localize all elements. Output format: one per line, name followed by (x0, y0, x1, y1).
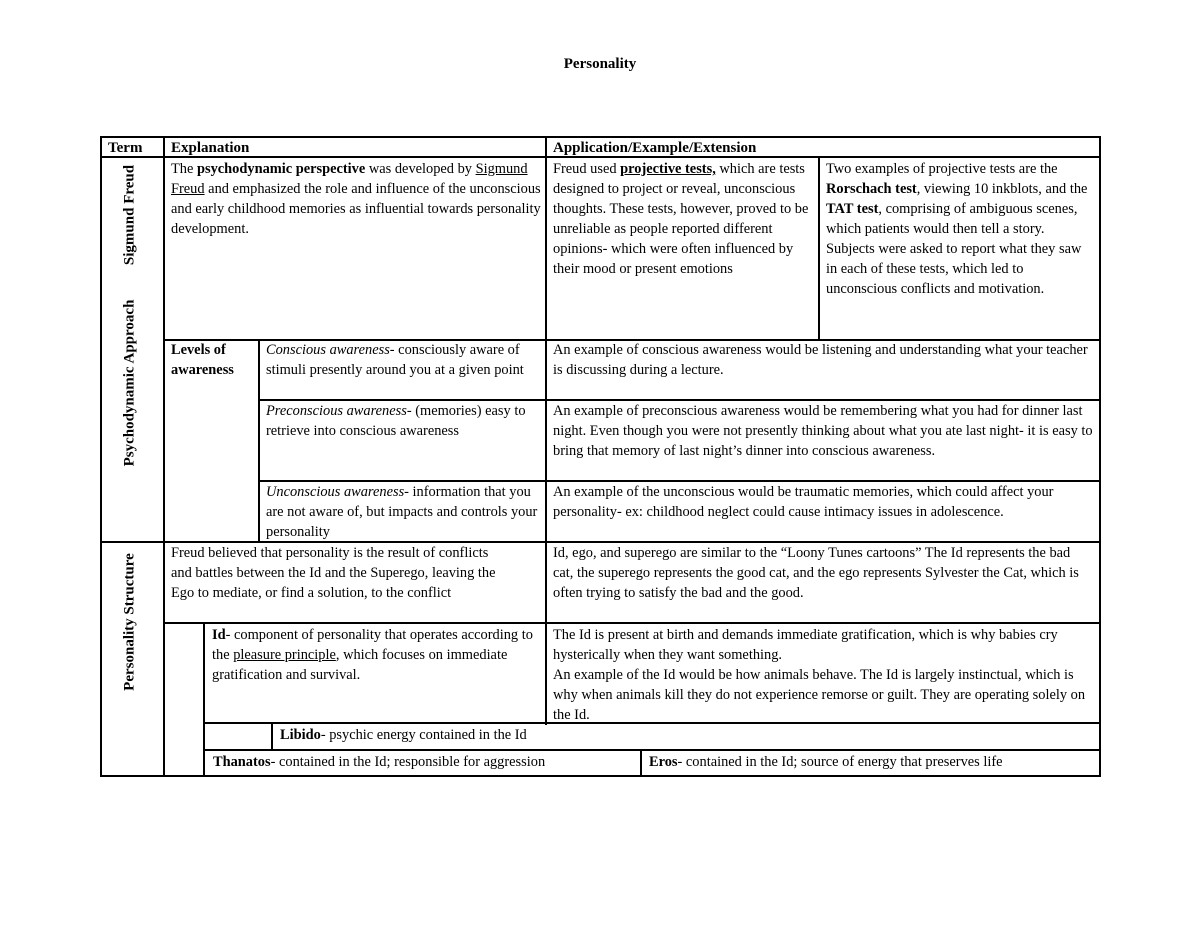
unconscious-example: An example of the unconscious would be traumatic memories, which could affect your personality- ex: childhood neglect could cause intimacy issues in adolescence. (553, 484, 1054, 520)
header-explanation: Explanation (171, 140, 250, 156)
conscious-definition: Conscious awareness- consciously aware of stimuli presently around you at a given point (266, 342, 524, 378)
thanatos-definition: Thanatos- contained in the Id; responsible for aggression (213, 754, 546, 770)
column-divider (545, 136, 547, 725)
id-example (553, 625, 1093, 725)
psychodynamic-explanation: The psychodynamic perspective was developed by Sigmund Freud and emphasized the role and influence of the unconscious and early childhood memories as influential towards personality development. (171, 161, 541, 237)
row-divider (163, 622, 1101, 624)
section-label-psychodynamic: Psychodynamic Approach (121, 299, 138, 467)
header-term: Term (108, 140, 143, 156)
eros-definition: Eros- contained in the Id; source of energy that preserves life (649, 754, 1003, 770)
id-example-1: The Id is present at birth and demands immediate gratification, which is why babies cry hysterically when they want something. (553, 627, 1058, 663)
column-divider (271, 722, 273, 751)
column-divider (258, 339, 260, 543)
row-divider (203, 749, 1101, 751)
levels-label: Levels of awareness (171, 342, 234, 378)
id-example-2: An example of the Id would be how animals behave. The Id is largely instinctual, which is why when animals kill they do not experience remorse or guilt. They are operating solely on the Id. (553, 667, 1086, 723)
column-divider (818, 156, 820, 341)
psychodynamic-application: Freud used projective tests, which are tests designed to project or reveal, unconscious thoughts. These tests, however, proved to be unreliable as people reported different opinions- which were often influenced by their mood or present emotions (553, 161, 809, 277)
term-column-divider (163, 136, 165, 777)
header-application: Application/Example/Extension (553, 140, 757, 156)
conscious-example: An example of conscious awareness would be listening and understanding what your teacher is discussing during a lecture. (553, 342, 1088, 378)
unconscious-definition: Unconscious awareness- information that you are not aware of, but impacts and controls your personality (266, 484, 538, 540)
structure-explanation: Freud believed that personality is the result of conflicts and battles between the Id and the Superego, leaving the Ego to mediate, or find a solution, to the conflict (171, 545, 496, 601)
psychodynamic-extension: Two examples of projective tests are the Rorschach test, viewing 10 inkblots, and the TAT test, comprising of ambiguous scenes, which patients would then tell a story. Subjects were asked to report what they saw in each of these tests, which led to unconscious conflicts and motivation. (826, 161, 1088, 297)
column-divider (203, 622, 205, 777)
table-border-bottom (100, 775, 1101, 777)
table-border-left (100, 136, 102, 777)
column-divider (640, 749, 642, 777)
page-title: Personality (563, 56, 637, 72)
id-definition: Id- component of personality that operates according to the pleasure principle, which focuses on immediate gratification and survival. (212, 627, 533, 683)
structure-application: Id, ego, and superego are similar to the “Loony Tunes cartoons” The Id represents the bad cat, the superego represents the good cat, and the ego represents Sylvester the Cat, which is often trying to satisfy the bad and the good. (553, 545, 1079, 601)
section-label-freud: Sigmund Freud (121, 164, 138, 266)
table-border-right (1099, 136, 1101, 777)
section-label-structure: Personality Structure (121, 553, 138, 691)
preconscious-example: An example of preconscious awareness would be remembering what you had for dinner last night. Even though you were not presently thinking about what you ate last night- it is easy to bring that memory of last night’s dinner into conscious awareness. (553, 403, 1093, 459)
preconscious-definition: Preconscious awareness- (memories) easy to retrieve into conscious awareness (266, 403, 526, 439)
libido-definition: Libido- psychic energy contained in the Id (280, 727, 527, 743)
